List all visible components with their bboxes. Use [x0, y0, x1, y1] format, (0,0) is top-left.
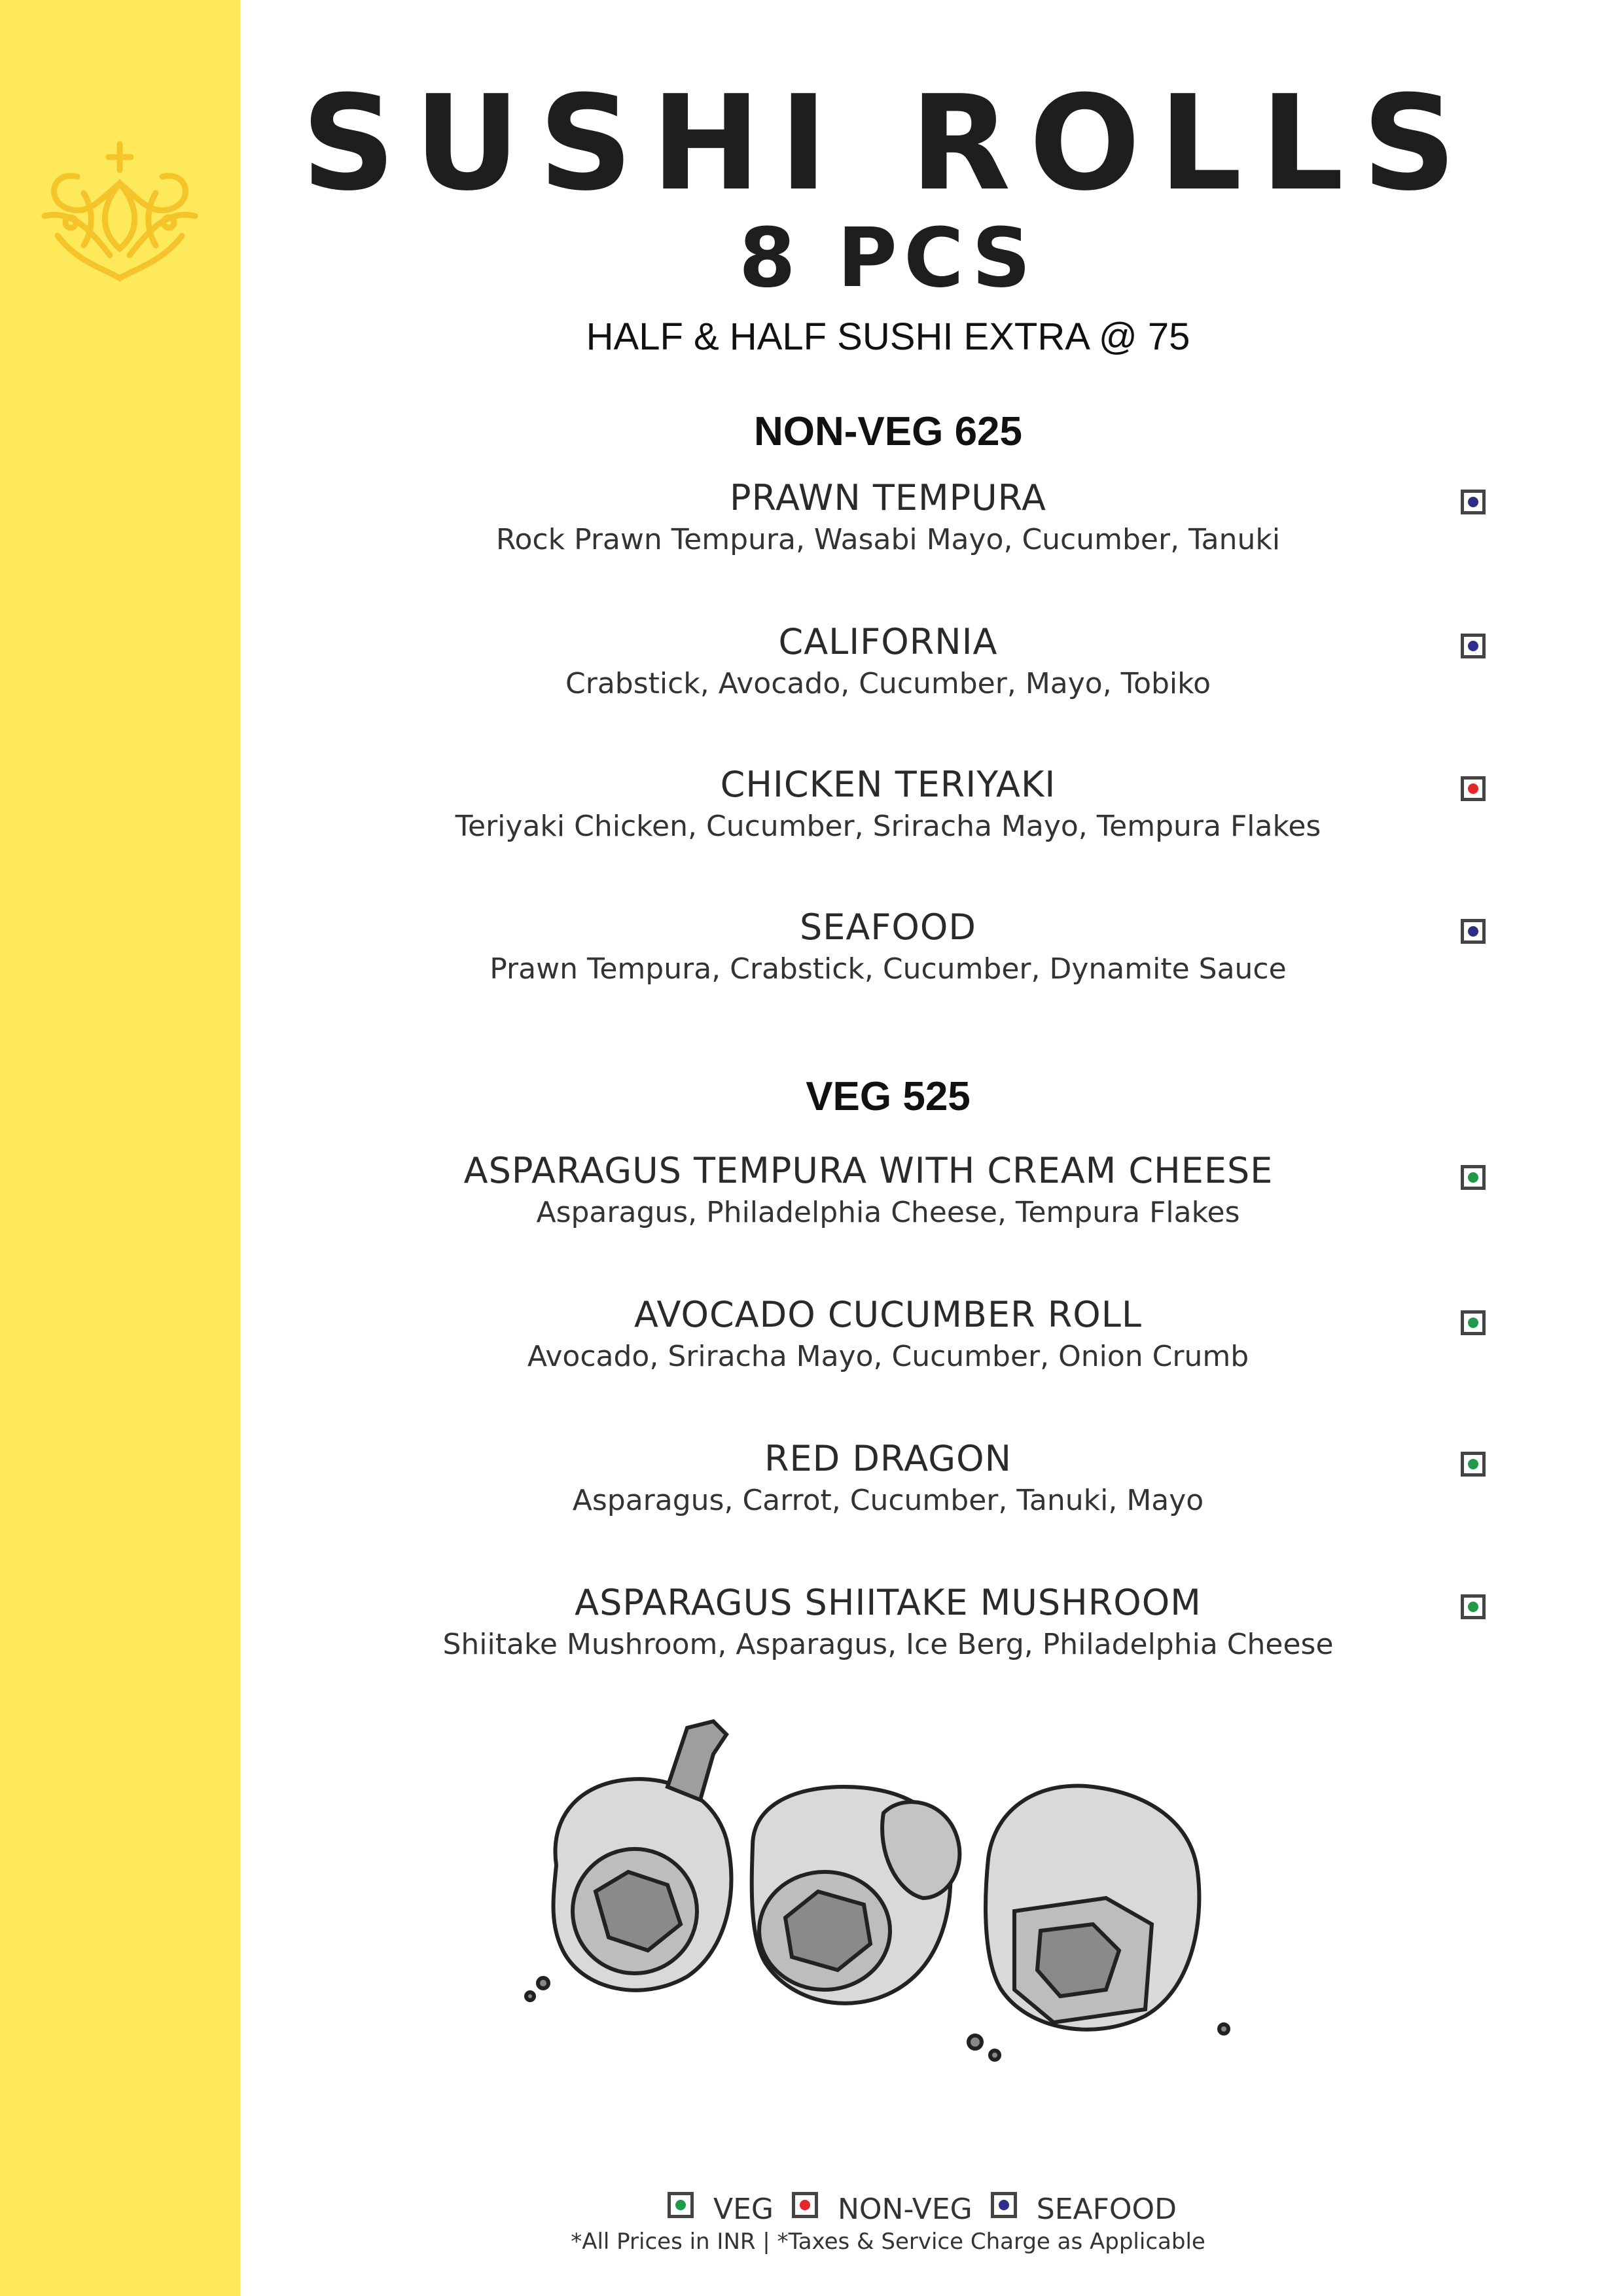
- legend-veg-label: VEG: [713, 2192, 774, 2226]
- legend-seafood-label: SEAFOOD: [1036, 2192, 1177, 2226]
- diet-legend: [668, 2186, 1195, 2232]
- item-name: PRAWN TEMPURA: [730, 477, 1046, 518]
- veg-marker-icon: [1461, 1310, 1486, 1335]
- menu-item: [240, 476, 1536, 560]
- seafood-marker-icon: [991, 2192, 1017, 2218]
- item-name: ASPARAGUS SHIITAKE MUSHROOM: [575, 1582, 1202, 1623]
- item-description: Asparagus, Carrot, Cucumber, Tanuki, Mayo: [572, 1484, 1204, 1517]
- menu-item: [240, 1149, 1536, 1233]
- page-subtitle: 8 PCS: [738, 211, 1038, 306]
- seafood-marker-icon: [1461, 919, 1486, 944]
- price-footnote: *All Prices in INR | *Taxes & Service Charge as Applicable: [571, 2229, 1205, 2255]
- item-description: Shiitake Mushroom, Asparagus, Ice Berg, Philadelphia Cheese: [442, 1628, 1334, 1661]
- side-band: [0, 0, 240, 2296]
- veg-marker-icon: [1461, 1452, 1486, 1477]
- sushi-rolls-illustration: [517, 1715, 1276, 2140]
- ornamental-emblem-icon: [31, 131, 208, 288]
- veg-marker-icon: [668, 2192, 694, 2218]
- item-name: ASPARAGUS TEMPURA WITH CREAM CHEESE: [463, 1150, 1274, 1191]
- legend-nonveg-label: NON-VEG: [838, 2192, 972, 2226]
- item-name: CHICKEN TERIYAKI: [720, 764, 1056, 805]
- veg-marker-icon: [1461, 1594, 1486, 1619]
- menu-item: [240, 1581, 1536, 1665]
- extra-note: HALF & HALF SUSHI EXTRA @ 75: [586, 315, 1190, 358]
- section-heading-nonveg: NON-VEG 625: [753, 409, 1023, 454]
- seafood-marker-icon: [1461, 490, 1486, 514]
- item-description: Teriyaki Chicken, Cucumber, Sriracha Mayo, Tempura Flakes: [455, 810, 1321, 843]
- item-description: Crabstick, Avocado, Cucumber, Mayo, Tobiko: [565, 667, 1211, 700]
- item-description: Asparagus, Philadelphia Cheese, Tempura Flakes: [536, 1196, 1240, 1229]
- item-name: SEAFOOD: [800, 906, 976, 948]
- item-name: CALIFORNIA: [778, 621, 998, 662]
- item-name: RED DRAGON: [764, 1438, 1012, 1479]
- seafood-marker-icon: [1461, 634, 1486, 658]
- item-description: Rock Prawn Tempura, Wasabi Mayo, Cucumber, Tanuki: [495, 523, 1281, 556]
- page-title: SUSHI ROLLS: [301, 67, 1475, 220]
- item-description: Prawn Tempura, Crabstick, Cucumber, Dynamite Sauce: [490, 952, 1287, 986]
- menu-item: [240, 906, 1536, 990]
- menu-item: [240, 1293, 1536, 1377]
- veg-marker-icon: [1461, 1165, 1486, 1190]
- menu-item: [240, 620, 1536, 704]
- menu-item: [240, 1437, 1536, 1521]
- nonveg-marker-icon: [792, 2192, 818, 2218]
- nonveg-marker-icon: [1461, 776, 1486, 801]
- item-description: Avocado, Sriracha Mayo, Cucumber, Onion Crumb: [527, 1340, 1249, 1373]
- section-heading-veg: VEG 525: [806, 1074, 971, 1119]
- menu-item: [240, 763, 1536, 847]
- item-name: AVOCADO CUCUMBER ROLL: [634, 1294, 1142, 1335]
